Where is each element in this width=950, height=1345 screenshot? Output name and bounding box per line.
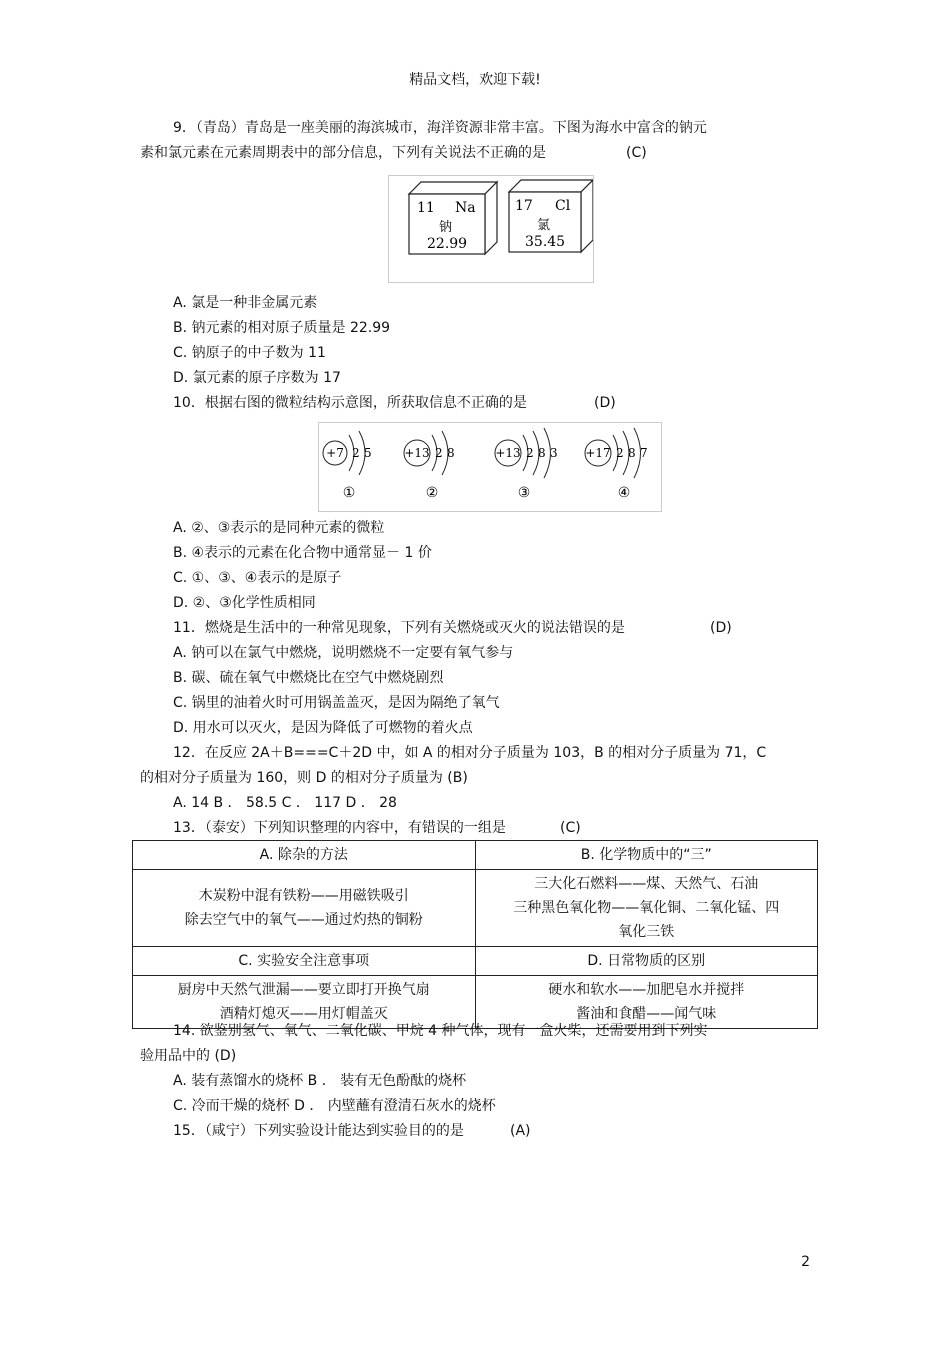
particle-diagram-figure [318, 422, 662, 512]
element-cards-svg [389, 176, 593, 282]
table-c-line-2: 酒精灯熄灭——用灯帽盖灭 [219, 1006, 388, 1022]
particle-3-label: ③ [517, 485, 531, 501]
table-b-line-2: 三种黑色氧化物——氧化铜、二氧化锰、四 [513, 900, 780, 916]
particle-4-shell-3: 7 [640, 446, 648, 460]
q11-option-b: B. 碳、硫在氧气中燃烧比在空气中燃烧剧烈 [173, 670, 444, 686]
q9-option-a: A. 氯是一种非金属元素 [173, 295, 318, 311]
table-d-line-2: 酱油和食醋——闻气味 [576, 1006, 717, 1022]
particle-2-label: ② [425, 485, 439, 501]
q14-line1: 14. 欲鉴别氢气、氧气、二氧化碳、甲烷 4 种气体，现有一盒火柴，还需要用到下列实 [173, 1023, 708, 1039]
page-number: 2 [801, 1254, 810, 1270]
knowledge-table [132, 840, 818, 1029]
q11-line1: 11．燃烧是生活中的一种常见现象，下列有关燃烧或灭火的说法错误的是 [173, 620, 625, 636]
q11-option-a: A. 钠可以在氯气中燃烧，说明燃烧不一定要有氧气参与 [173, 645, 514, 661]
q10-line1: 10．根据右图的微粒结构示意图，所获取信息不正确的是 [173, 395, 527, 411]
q9-line2: 素和氯元素在元素周期表中的部分信息，下列有关说法不正确的是 [140, 145, 546, 161]
cl-name: 氯 [537, 218, 551, 233]
table-cell-a [133, 870, 476, 947]
q9-answer: (C) [626, 145, 647, 161]
table-c-line-1: 厨房中天然气泄漏——要立即打开换气扇 [177, 982, 430, 998]
table-b-line-3: 氧化三铁 [618, 924, 675, 940]
q11-option-c: C. 锅里的油着火时可用锅盖盖灭，是因为隔绝了氧气 [173, 695, 500, 711]
q13-answer: (C) [560, 820, 581, 836]
q13-line1: 13．（泰安）下列知识整理的内容中，有错误的一组是 [173, 820, 506, 836]
page-header: 精品文档，欢迎下载! [409, 72, 541, 88]
q9-line1: 9．（青岛）青岛是一座美丽的海滨城市，海洋资源非常丰富。下图为海水中富含的钠元 [173, 120, 707, 136]
q15-answer: (A) [510, 1123, 531, 1139]
q10-answer: (D) [594, 395, 616, 411]
q9-option-b: B. 钠元素的相对原子质量是 22.99 [173, 320, 391, 336]
q10-option-a: A. ②、③表示的是同种元素的微粒 [173, 520, 385, 536]
q12-options: A. 14 B ． 58.5 C ． 117 D ． 28 [173, 795, 397, 811]
q15-line1: 15．（咸宁）下列实验设计能达到实验目的的是 [173, 1123, 464, 1139]
element-card-na [409, 182, 497, 254]
particle-4-shell-2: 8 [628, 446, 636, 460]
cl-mass: 35.45 [525, 234, 566, 250]
particle-2-nucleus: +13 [404, 446, 430, 460]
particle-4 [585, 428, 648, 501]
na-name: 钠 [439, 220, 453, 235]
table-head-a: A. 除杂的方法 [133, 841, 476, 870]
table-head-b: B. 化学物质中的“三” [475, 841, 818, 870]
q12-line1: 12．在反应 2A＋B===C＋2D 中，如 A 的相对分子质量为 103，B 的相对分子质量为 71，C [173, 745, 767, 761]
q11-answer: (D) [710, 620, 732, 636]
particle-1-nucleus: +7 [326, 446, 344, 460]
q11-option-d: D. 用水可以灭火，是因为降低了可燃物的着火点 [173, 720, 473, 736]
table-a-line-1: 木炭粉中混有铁粉——用磁铁吸引 [198, 888, 409, 904]
particle-3-nucleus: +13 [495, 446, 521, 460]
table-b-line-1: 三大化石燃料——煤、天然气、石油 [534, 876, 759, 892]
element-cards-figure [388, 175, 594, 283]
na-symbol: Na [455, 200, 476, 216]
q14-options-cd: C. 冷而干燥的烧杯 D ． 内壁蘸有澄清石灰水的烧杯 [173, 1098, 496, 1114]
particle-3-shell-2: 8 [538, 446, 546, 460]
q10-option-d: D. ②、③化学性质相同 [173, 595, 316, 611]
table-a-line-2: 除去空气中的氧气——通过灼热的铜粉 [184, 912, 423, 928]
q14-line2: 验用品中的 (D) [140, 1048, 237, 1064]
cl-symbol: Cl [555, 198, 571, 214]
table-cell-b [475, 870, 818, 947]
table-d-line-1: 硬水和软水——加肥皂水并搅拌 [548, 982, 745, 998]
particle-1 [323, 431, 372, 501]
table-head-c: C. 实验安全注意事项 [133, 947, 476, 976]
particle-4-nucleus: +17 [585, 446, 611, 460]
na-number: 11 [417, 200, 435, 216]
element-card-cl [509, 180, 593, 252]
q9-option-c: C. 钠原子的中子数为 11 [173, 345, 326, 361]
q14-options-ab: A. 装有蒸馏水的烧杯 B ． 装有无色酚酞的烧杯 [173, 1073, 467, 1089]
q10-option-b: B. ④表示的元素在化合物中通常显－ 1 价 [173, 545, 432, 561]
particle-1-shell-2: 5 [364, 446, 372, 460]
particle-3-shell-1: 2 [526, 446, 534, 460]
table-head-d: D. 日常物质的区别 [475, 947, 818, 976]
q12-line2: 的相对分子质量为 160，则 D 的相对分子质量为 (B) [140, 770, 468, 786]
particle-4-label: ④ [617, 485, 631, 501]
particle-1-label: ① [342, 485, 356, 501]
particle-2-shell-2: 8 [447, 446, 455, 460]
particle-3-shell-3: 3 [550, 446, 558, 460]
q9-option-d: D. 氯元素的原子序数为 17 [173, 370, 341, 386]
na-mass: 22.99 [427, 236, 468, 252]
cl-number: 17 [515, 198, 533, 214]
particle-2-shell-1: 2 [435, 446, 443, 460]
particle-1-shell-1: 2 [352, 446, 360, 460]
particle-3 [495, 428, 558, 501]
particle-4-shell-1: 2 [616, 446, 624, 460]
particle-diagram-svg [319, 423, 661, 511]
particle-2 [404, 431, 455, 501]
q10-option-c: C. ①、③、④表示的是原子 [173, 570, 342, 586]
